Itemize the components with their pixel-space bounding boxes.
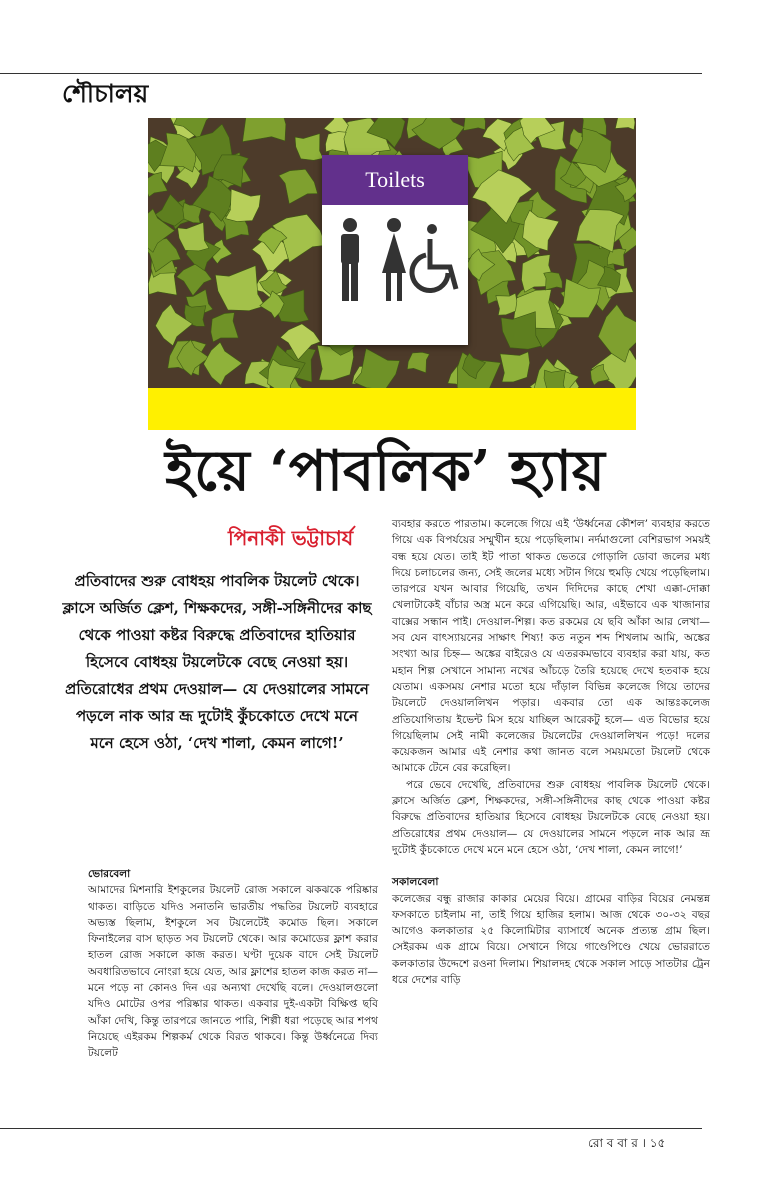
sign-pictograms — [322, 211, 468, 345]
paragraph: আমাদের মিশনারি ইশকুলের টয়লেট রোজ সকালে ঝকঝকে পরিষ্কার থাকত। বাড়িতে যদিও সনাতনি ভারতীয় পদ্ধতির টয়লেট ব্যবহারে অভ্যস্ত ছিলাম, ইশকুলে সব টয়লেটেই কমোড ছিল। সকালে ফিনাইলের বাস ছাড়ত সব টয়লেট থেকে। আর কমোডের ফ্লাশ করার হাতল রোজ সকালে কাজ করত। ঘণ্টা দুয়েক বাদে সেই টয়লেট অবধারিতভাবে নোংরা হয়ে যেত, আর ফ্লাশের হাতল কাজ করত না— মনে পড়ে না কোনও দিন এর অন্যথা দেখেছি বলে। দেওয়ালগুলো যদিও মোটের ওপর পরিষ্কার থাকত। একবার দুই-একটা বিক্ষিপ্ত ছবি আঁকা দেখি, কিন্তু তারপরে জানতে পারি, শিল্পী ধরা পড়েছে আর শপথ নিয়েছে এইরকম শিল্পকর্ম থেকে বিরত থাকবে। কিন্তু উর্ধ্বনেত্রে দিব্য টয়লেট — [88, 884, 378, 1060]
body-column-right — [392, 516, 710, 988]
page-folio: রো ব বা র । ১৫ — [588, 1136, 666, 1150]
man-icon — [341, 218, 359, 301]
section-label: শৌচালয় — [62, 79, 149, 108]
sign-header: Toilets — [322, 155, 468, 205]
subhead-morning: ভোরবেলা — [88, 868, 131, 880]
body-column-left — [88, 864, 378, 1062]
standfirst: প্রতিবাদের শুরু বোধহয় পাবলিক টয়লেট থেকে। ক্লাসে অর্জিত ক্লেশ, শিক্ষকদের, সঙ্গী-সঙ্গিনীদের কাছ থেকে পাওয়া কষ্টর বিরুদ্ধে প্রতিবাদের হাতিয়ার হিসেবে বোধহয় টয়লেটকে বেছে নেওয়া হয়। প্রতিরোধের প্রথম দেওয়াল— যে দেওয়ালের সামনে পড়লে নাক আর ভ্রূ দুটোই কুঁচকোতে দেখে মনে মনে হেসে ওঠা, ‘দেখ শালা, কেমন লাগে!’ — [62, 572, 372, 752]
photo-color-band — [148, 388, 636, 430]
byline: পিনাকী ভট্টাচার্য — [228, 526, 354, 550]
subhead-forenoon: সকালবেলা — [392, 876, 439, 889]
paragraph: ব্যবহার করতে পারতাম। কলেজে গিয়ে এই ‘উর্ধ্বনেত্র কৌশল’ ব্যবহার করতে গিয়ে এক বিপর্যয়ের সম্মুখীন হয়ে পড়েছিলাম। নর্দমাগুলো বেশিরভাগ সময়ই বন্ধ হয়ে যেত। তাই ইট পাতা থাকত ভেতরে গোড়ালি ডোবা জলের মধ্য দিয়ে চলাচলের জন্য, সেই জলের মধ্যে সটান গিয়ে হুমড়ি খেয়ে পড়েছিলাম। তারপরে যখন আবার গিয়েছি, তখন দিদিদের কাছে শেখা এক্কা-দোক্কা খেলাটাকেই বাঁচার অস্ত্র মনে করে এগিয়েছি। আর, এইভাবে এক খাজানার বাক্সের সন্ধান পাই। দেওয়াল-শিল্প। কত রকমের যে ছবি আঁকা আর লেখা— সব যেন বাৎস্যায়নের সাক্ষাৎ শিষ্য! কত নতুন শব্দ শিখলাম আমি, অঙ্কের সংখ্যা আর চিহ্ন— অঙ্কের বাইরেও যে এতরকমভাবে ব্যবহার করা যায়, কত মহান শিল্প সেখানে সামান্য নখের আঁচড়ে তৈরি হয়েছে দেখে হতবাক হয়ে যেতাম। একসময় নেশার মতো হয়ে দাঁড়াল বিভিন্ন কলেজে গিয়ে তাদের টয়লেটে দেওয়াললিখন পড়ার। একবার তো এক আন্তঃকলেজ প্রতিযোগিতায় ইভেন্ট মিস হয়ে যাচ্ছিল আরেকটু হলে— এত বিভোর হয়ে গিয়েছিলাম সেই নামী কলেজের টয়লেটের দেওয়াললিখন পড়ে! দলের কয়েকজন আমার এই নেশার কথা জানত বলে সময়মতো টয়লেট থেকে আমাকে টেনে বের করেছিল। — [392, 518, 710, 775]
bottom-rule — [0, 1128, 702, 1129]
wheelchair-icon — [412, 224, 456, 291]
top-rule — [0, 73, 702, 74]
paragraph: পরে ভেবে দেখেছি, প্রতিবাদের শুরু বোধহয় পাবলিক টয়লেট থেকে। ক্লাসে অর্জিত ক্লেশ, শিক্ষকদের, সঙ্গী-সঙ্গিনীদের কাছ থেকে পাওয়া কষ্টর বিরুদ্ধে প্রতিবাদের হাতিয়ার হিসেবে বোধহয় টয়লেটকে বেছে নেওয়া হয়। প্রতিরোধের প্রথম দেওয়াল— যে দেওয়ালের সামনে পড়লে নাক আর ভ্রূ দুটোই কুঁচকোতে দেখে মনে মনে হেসে ওঠা, ‘দেখ শালা, কেমন লাগে!’ — [392, 778, 710, 856]
toilets-sign — [322, 155, 468, 345]
paragraph: কলেজের বন্ধু রাজার কাকার মেয়ের বিয়ে। গ্রামের বাড়ির বিয়ের নেমন্তন্ন ফসকাতে চাইলাম না, তাই গিয়ে হাজির হলাম। আজ থেকে ৩০-৩২ বছর আগেও কলকাতার ২৫ কিলোমিটার ব্যাসার্ধে অনেক প্রত্যন্ত গ্রাম ছিল। সেইরকম এক গ্রামে বিয়ে। সেখানে গিয়ে গাণ্ডেপিণ্ডে খেয়ে ভোররাতে কলকাতার উদ্দেশে রওনা দিলাম। শিয়ালদহ থেকে সকাল সাড়ে সাতটার ট্রেন ধরে দেশের বাড়ি — [392, 892, 710, 987]
woman-icon — [382, 218, 406, 301]
headline: ইয়ে ‘পাবলিক’ হ্যায় — [165, 438, 605, 504]
